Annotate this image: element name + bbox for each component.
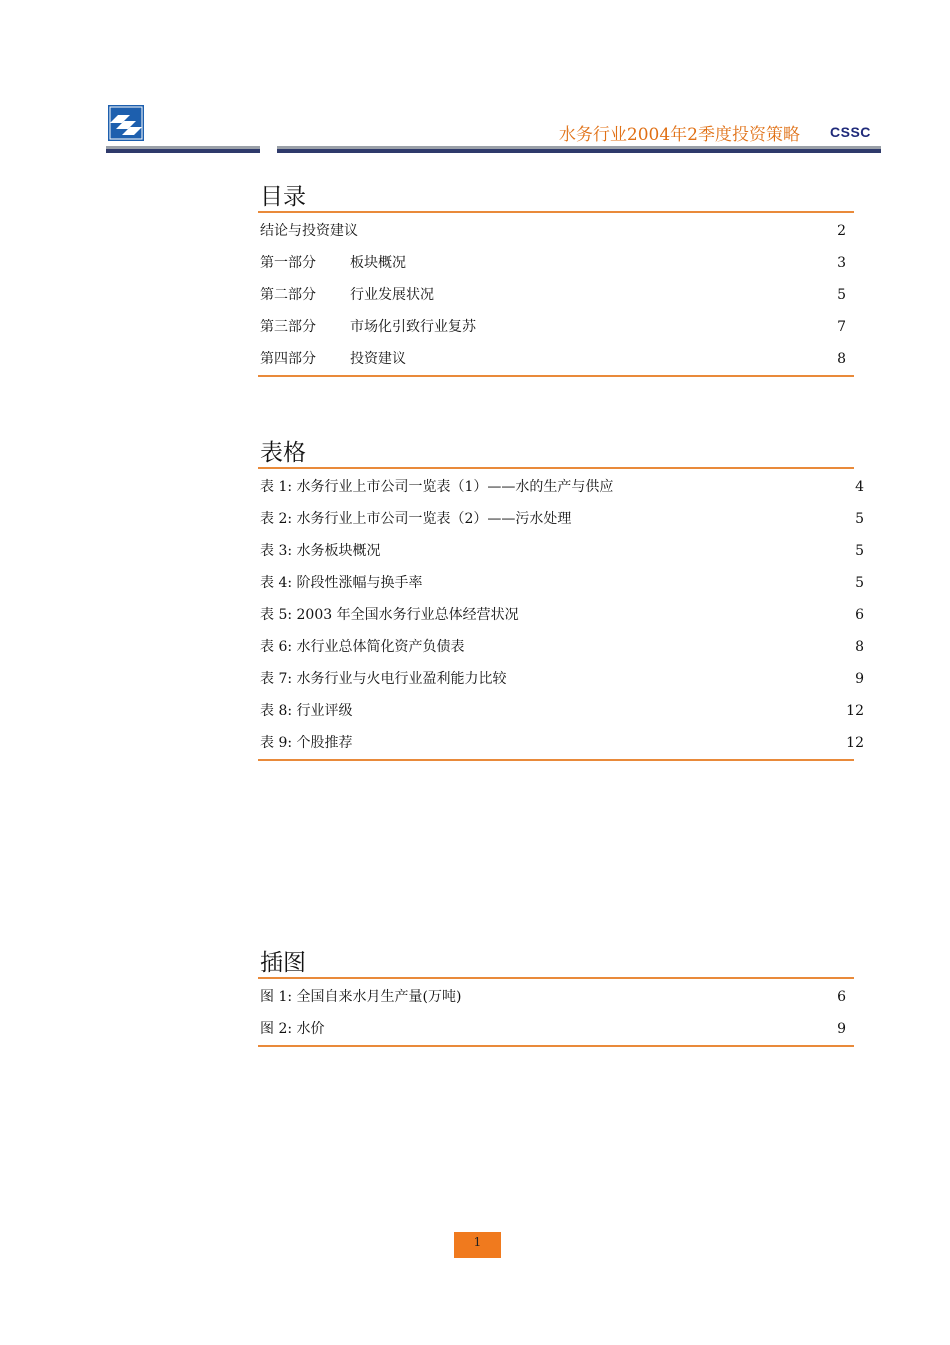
table-entry-title: 表 1: 水务行业上市公司一览表（1）——水的生产与供应 xyxy=(260,479,614,495)
toc-entry-title: 行业发展状况 xyxy=(350,287,434,303)
table-entry-title: 表 2: 水务行业上市公司一览表（2）——污水处理 xyxy=(260,511,572,527)
figure-entry-title: 图 2: 水价 xyxy=(260,1021,325,1037)
contents-heading: 目录 xyxy=(258,183,854,213)
table-entry-page: 6 xyxy=(855,607,864,623)
table-entry-title: 表 4: 阶段性涨幅与换手率 xyxy=(260,575,423,591)
toc-entry-page: 2 xyxy=(837,223,846,239)
toc-entry[interactable] xyxy=(258,279,854,311)
figures-section xyxy=(258,949,854,1047)
brand-name: CSSC xyxy=(830,124,871,140)
table-entry-page: 8 xyxy=(855,639,864,655)
table-list-entry[interactable] xyxy=(258,567,864,599)
table-entry-page: 12 xyxy=(846,735,864,751)
table-entry-title: 表 8: 行业评级 xyxy=(260,703,353,719)
table-list-entry[interactable] xyxy=(258,503,864,535)
toc-entry[interactable] xyxy=(258,343,854,375)
figure-entry-page: 6 xyxy=(837,989,846,1005)
figure-entry-title: 图 1: 全国自来水月生产量(万吨) xyxy=(260,989,462,1005)
table-entry-title: 表 5: 2003 年全国水务行业总体经营状况 xyxy=(260,607,519,623)
toc-entry-label: 第三部分 xyxy=(260,319,316,335)
table-entry-title: 表 9: 个股推荐 xyxy=(260,735,353,751)
table-entry-title: 表 3: 水务板块概况 xyxy=(260,543,381,559)
table-entry-title: 表 7: 水务行业与火电行业盈利能力比较 xyxy=(260,671,507,687)
toc-entry-label: 第四部分 xyxy=(260,351,316,367)
table-list-entry[interactable] xyxy=(258,471,864,503)
toc-entry-title: 板块概况 xyxy=(350,255,406,271)
page-number: 1 xyxy=(454,1232,501,1258)
toc-entry-title: 投资建议 xyxy=(350,351,406,367)
figure-entry-page: 9 xyxy=(837,1021,846,1037)
toc-entry-page: 7 xyxy=(837,319,846,335)
table-list-entry[interactable] xyxy=(258,599,864,631)
toc-entry[interactable] xyxy=(258,247,854,279)
toc-entry-page: 3 xyxy=(837,255,846,271)
table-entry-page: 9 xyxy=(855,671,864,687)
header-divider-left xyxy=(106,146,260,153)
company-logo-icon xyxy=(108,105,144,141)
table-entry-page: 5 xyxy=(855,511,864,527)
table-list-entry[interactable] xyxy=(258,535,864,567)
table-list-entry[interactable] xyxy=(258,631,864,663)
tables-section xyxy=(258,439,864,761)
table-entry-page: 5 xyxy=(855,543,864,559)
toc-entry-label: 第二部分 xyxy=(260,287,316,303)
header-divider-right xyxy=(277,146,881,153)
toc-entry[interactable] xyxy=(258,215,854,247)
toc-entry-label: 第一部分 xyxy=(260,255,316,271)
toc-entry-title: 市场化引致行业复苏 xyxy=(350,319,476,335)
toc-entry-label: 结论与投资建议 xyxy=(260,223,358,239)
table-entry-page: 12 xyxy=(846,703,864,719)
contents-section xyxy=(258,183,854,377)
figure-list-entry[interactable] xyxy=(258,1013,854,1045)
table-entry-page: 4 xyxy=(855,479,864,495)
table-entry-page: 5 xyxy=(855,575,864,591)
table-list-entry[interactable] xyxy=(258,663,864,695)
toc-entry-page: 8 xyxy=(837,351,846,367)
figure-list-entry[interactable] xyxy=(258,981,854,1013)
toc-entry[interactable] xyxy=(258,311,854,343)
report-title: 水务行业2004年2季度投资策略 xyxy=(558,125,800,145)
table-entry-title: 表 6: 水行业总体简化资产负债表 xyxy=(260,639,465,655)
tables-heading: 表格 xyxy=(258,439,854,469)
table-list-entry[interactable] xyxy=(258,695,864,727)
toc-entry-page: 5 xyxy=(837,287,846,303)
table-list-entry[interactable] xyxy=(258,727,864,759)
figures-heading: 插图 xyxy=(258,949,854,979)
